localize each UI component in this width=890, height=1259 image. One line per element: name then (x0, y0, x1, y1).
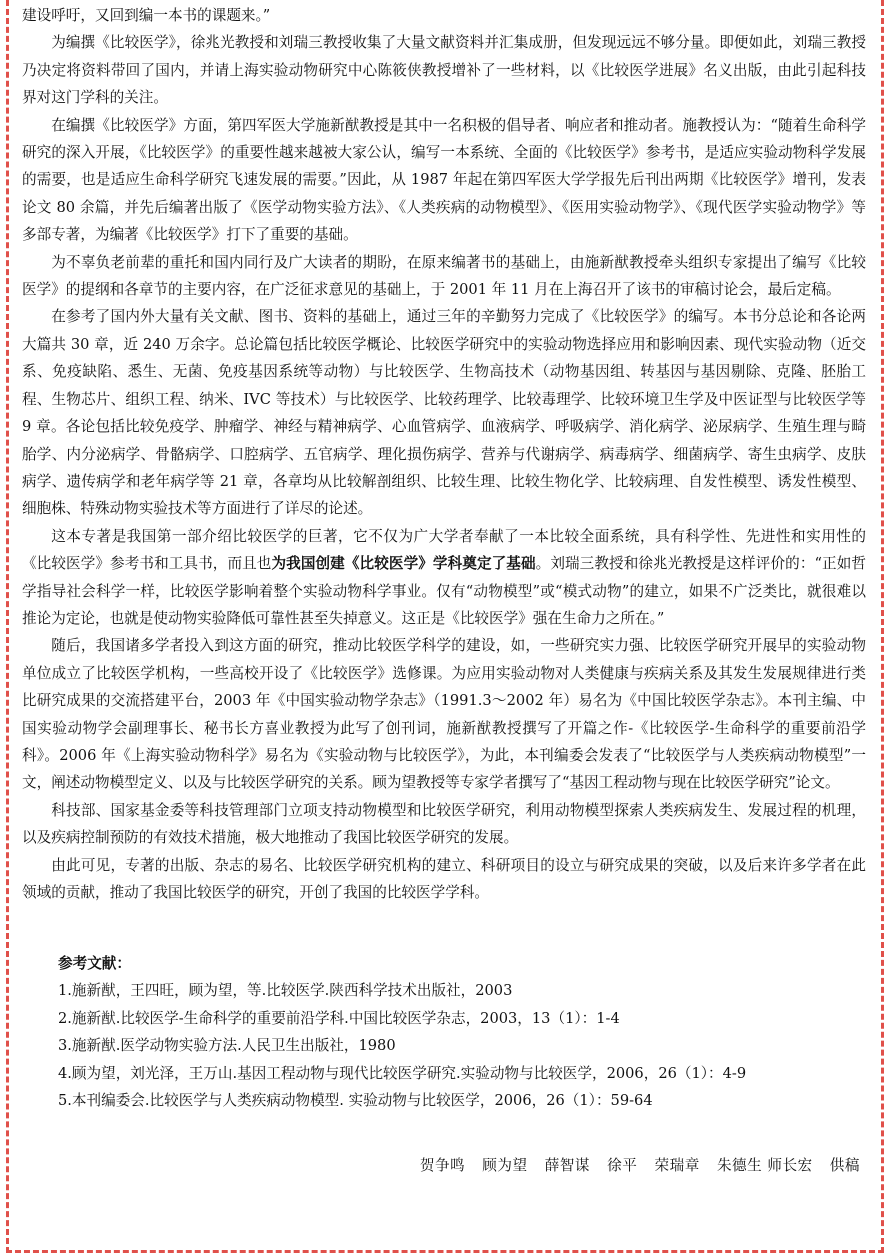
article-body (22, 2, 866, 906)
paragraph-3: 为不辜负老前辈的重托和国内同行及广大读者的期盼，在原来编著书的基础上，由施新猷教授牵头组织专家提出了编写《比较医学》的提纲和各章节的主要内容，在广泛征求意见的基础上，于 2001 年 11 月在上海召开了该书的审稿讨论会，最后定稿。 (22, 253, 866, 299)
paragraph-4: 在参考了国内外大量有关文献、图书、资料的基础上，通过三年的辛勤努力完成了《比较医学》的编写。本书分总论和各论两大篇共 30 章，近 240 万余字。总论篇包括比较医学概论、比较医学研究中的实验动物选择应用和影响因素、现代实验动物（近交系、免疫缺陷、悉生、无菌、免疫基因系统等动物）与比较医学、生物高技术（动物基因组、转基因与基因剔除、克隆、胚胎工程、生物芯片、组织工程、纳米、IVC 等技术）与比较医学、比较药理学、比较毒理学、比较环境卫生学及中医证型与比较医学等 9 章。各论包括比较免疫学、肿瘤学、神经与精神病学、心血管病学、血液病学、呼吸病学、消化病学、泌尿病学、生殖生理与畸胎学、内分泌病学、骨骼病学、口腔病学、五官病学、理化损伤病学、营养与代谢病学、病毒病学、细菌病学、寄生虫病学、皮肤病学、遗传病学和老年病学等 21 章，各章均从比较解剖组织、比较生理、比较生物化学、比较病理、自发性模型、诱发性模型、细胞株、特殊动物实验技术等方面进行了详尽的论述。 (22, 308, 866, 518)
reference-item: 1.施新猷，王四旺，顾为望，等.比较医学.陕西科学技术出版社，2003 (58, 982, 513, 1000)
paragraph-5 (22, 523, 866, 633)
references-title: 参考文献： (58, 955, 131, 972)
reference-item: 4.顾为望，刘光泽，王万山.基因工程动物与现代比较医学研究.实验动物与比较医学，2006，26（1）：4-9 (58, 1064, 747, 1082)
paragraph-1: 为编撰《比较医学》，徐兆光教授和刘瑞三教授收集了大量文献资料并汇集成册，但发现远远不够分量。即便如此，刘瑞三教授乃决定将资料带回了国内，并请上海实验动物研究中心陈筱侠教授增补了一些材料，以《比较医学进展》名义出版，由此引起科技界对这门学科的关注。 (22, 34, 866, 107)
paragraph-5-start: 这本专著是我国第一部介绍比较医学的巨著，它不仅为广大学者奉献了一本比较全面系统，具有科学性、先进性和实用性的《比较医学》参考书和工具书，而且也 (22, 527, 866, 573)
paragraph-8: 由此可见，专著的出版、杂志的易名、比较医学研究机构的建立、科研项目的设立与研究成果的突破，以及后来许多学者在此领域的贡献，推动了我国比较医学的研究，开创了我国的比较医学学科。 (22, 856, 866, 901)
contributor-name: 贺争鸣 (419, 1157, 466, 1174)
contributor-name: 荣瑞章 (654, 1157, 700, 1174)
paragraph-6: 随后，我国诸多学者投入到这方面的研究，推动比较医学科学的建设，如，一些研究实力强、比较医学研究开展早的实验动物单位成立了比较医学机构，一些高校开设了《比较医学》选修课。为应用实验动物对人类健康与疾病关系及其发生发展规律进行类比研究成果的交流搭建平台，2003 年《中国实验动物学杂志》（1991.3～2002 年）易名为《中国比较医学杂志》。本刊主编、中国实验动物学会副理事长、秘书长方喜业教授为此写了创刊词，施新猷教授撰写了开篇之作-《比较医学-生命科学的重要前沿学科》。2006 年《上海实验动物科学》易名为《实验动物与比较医学》，为此，本刊编委会发表了“比较医学与人类疾病动物模型”一文，阐述动物模型定义、以及与比较医学研究的关系。顾为望教授等专家学者撰写了“基因工程动物与现在比较医学研究”论文。 (22, 637, 866, 792)
paragraph-continuation: 建设呼吁，又回到编一本书的课题来。” (22, 7, 271, 24)
contributor-name: 朱德生 师长宏 (716, 1157, 813, 1174)
reference-item: 5.本刊编委会.比较医学与人类疾病动物模型. 实验动物与比较医学，2006，26（1）：59-64 (58, 1092, 653, 1110)
contributors-signature (408, 1152, 860, 1179)
paragraph-5-end: 。刘瑞三教授和徐兆光教授是这样评价的：“正如哲学指导社会科学一样，比较医学影响着整个实验动物科学事业。仅有“动物模型”或“模式动物”的建立，如果不广泛类比，就很难以推论为定论，也就是使动物实验降低可靠性甚至失掉意义。这正是《比较医学》强在生命力之所在。” (22, 555, 866, 627)
signature-suffix: 供稿 (829, 1157, 860, 1174)
contributor-name: 徐平 (607, 1157, 638, 1174)
reference-item: 3.施新猷.医学动物实验方法.人民卫生出版社，1980 (58, 1037, 396, 1055)
references-section (22, 950, 866, 1114)
paragraph-2: 在编撰《比较医学》方面，第四军医大学施新猷教授是其中一名积极的倡导者、响应者和推动者。施教授认为：“随着生命科学研究的深入开展，《比较医学》的重要性越来越被大家公认，编写一本系统、全面的《比较医学》参考书，是适应实验动物科学发展的需要，也是适应生命科学研究飞速发展的需要。”因此，从 1987 年起在第四军医大学学报先后刊出两期《比较医学》增刊，发表论文 80 余篇，并先后编著出版了《医学动物实验方法》、《人类疾病的动物模型》、《医用实验动物学》、《现代医学实验动物学》等多部专著，为编著《比较医学》打下了重要的基础。 (22, 116, 866, 244)
contributor-name: 顾为望 (482, 1157, 528, 1174)
paragraph-7: 科技部、国家基金委等科技管理部门立项支持动物模型和比较医学研究，利用动物模型探索人类疾病发生、发展过程的机理，以及疾病控制预防的有效技术措施，极大地推动了我国比较医学研究的发展。 (22, 801, 866, 847)
reference-item: 2.施新猷.比较医学-生命科学的重要前沿学科.中国比较医学杂志，2003，13（1）：1-4 (58, 1009, 620, 1027)
contributor-name: 薛智谋 (544, 1157, 591, 1174)
paragraph-5-emphasis: 为我国创建《比较医学》学科奠定了基础 (271, 555, 536, 573)
